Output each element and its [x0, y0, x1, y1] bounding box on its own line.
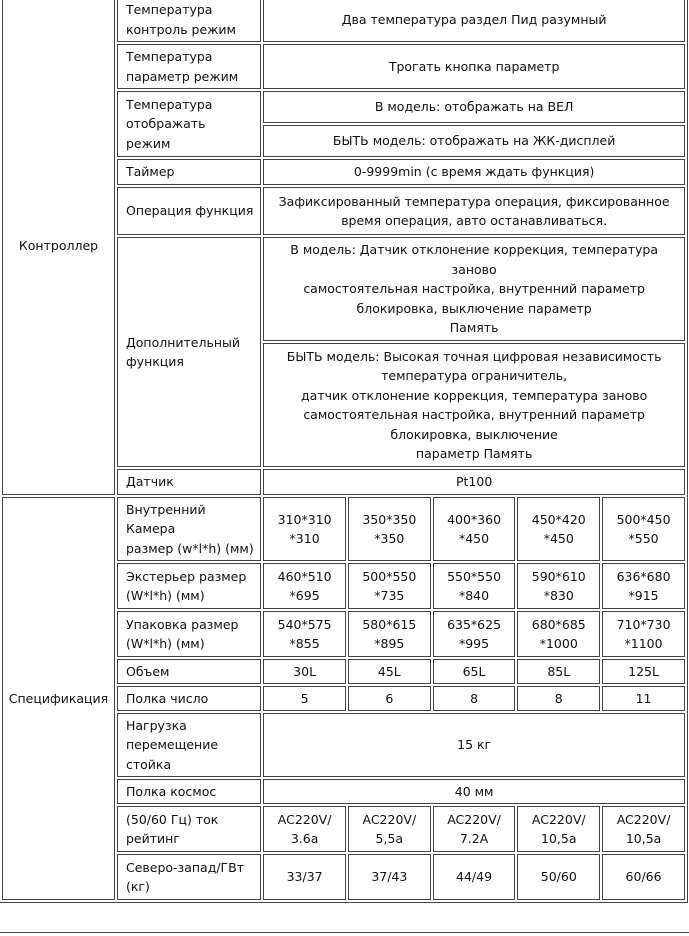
cell-shelves-3: 8	[433, 686, 516, 711]
row-label-temp-display: Температура отображать режим	[117, 91, 261, 157]
row-value-load: 15 кг	[263, 713, 685, 777]
cell-shelves-5: 11	[602, 686, 685, 711]
row-label-pack: Упаковка размер (W*l*h) (мм)	[117, 611, 261, 657]
cell-shelves-4: 8	[517, 686, 600, 711]
row-label-load: Нагрузка перемещение стойка	[117, 713, 261, 777]
row-label-shelf-space: Полка космос	[117, 779, 261, 804]
row-label-temp-control: Температура контроль режим	[117, 0, 261, 42]
cell-volume-5: 125L	[602, 659, 685, 684]
cell-pack-4: 680*685 *1000	[517, 611, 600, 657]
cell-outer-1: 460*510 *695	[263, 563, 346, 609]
section-spec: Спецификация	[2, 497, 115, 900]
cell-current-5: AC220V/ 10,5a	[602, 806, 685, 852]
row-value-temp-display-b: БЫТЬ модель: отображать на ЖК-дисплей	[263, 125, 685, 157]
row-label-operation: Операция функция	[117, 187, 261, 235]
section-controller: Контроллер	[2, 0, 115, 495]
cell-inner-1: 310*310 *310	[263, 497, 346, 561]
row-value-sensor: Pt100	[263, 469, 685, 495]
row-label-outer: Экстерьер размер (W*l*h) (мм)	[117, 563, 261, 609]
cell-weight-4: 50/60	[517, 854, 600, 900]
cell-outer-3: 550*550 *840	[433, 563, 516, 609]
cell-volume-3: 65L	[433, 659, 516, 684]
row-label-volume: Объем	[117, 659, 261, 684]
cell-weight-1: 33/37	[263, 854, 346, 900]
row-label-extra: Дополнительный функция	[117, 237, 261, 467]
cell-current-1: AC220V/ 3.6a	[263, 806, 346, 852]
row-label-shelves: Полка число	[117, 686, 261, 711]
cell-inner-2: 350*350 *350	[348, 497, 431, 561]
cell-weight-2: 37/43	[348, 854, 431, 900]
cell-inner-4: 450*420 *450	[517, 497, 600, 561]
row-value-temp-control: Два температура раздел Пид разумный	[263, 0, 685, 42]
cell-pack-2: 580*615 *895	[348, 611, 431, 657]
row-value-extra-b: БЫТЬ модель: Высокая точная цифровая независимость температура ограничитель, датчик отклонение коррекция, температура заново самостоятельная настройка, внутренний параметр блокировка, выключение параметр Память	[263, 343, 685, 467]
cell-current-2: AC220V/ 5,5a	[348, 806, 431, 852]
table-row	[2, 497, 685, 561]
cell-weight-3: 44/49	[433, 854, 516, 900]
row-label-weight: Северо-запад/ГВт (кг)	[117, 854, 261, 900]
row-label-timer: Таймер	[117, 159, 261, 185]
row-value-timer: 0-9999min (с время ждать функция)	[263, 159, 685, 185]
cell-inner-5: 500*450 *550	[602, 497, 685, 561]
cell-outer-2: 500*550 *735	[348, 563, 431, 609]
row-label-temp-param: Температура параметр режим	[117, 44, 261, 89]
table-row	[2, 0, 685, 42]
cell-pack-5: 710*730 *1100	[602, 611, 685, 657]
cell-volume-1: 30L	[263, 659, 346, 684]
row-label-sensor: Датчик	[117, 469, 261, 495]
row-value-operation: Зафиксированный температура операция, фиксированное время операция, авто останавливаться.	[263, 187, 685, 235]
cell-volume-4: 85L	[517, 659, 600, 684]
cell-outer-5: 636*680 *915	[602, 563, 685, 609]
cell-pack-3: 635*625 *995	[433, 611, 516, 657]
cell-shelves-2: 6	[348, 686, 431, 711]
row-label-current: (50/60 Гц) ток рейтинг	[117, 806, 261, 852]
cell-volume-2: 45L	[348, 659, 431, 684]
cell-weight-5: 60/66	[602, 854, 685, 900]
cell-inner-3: 400*360 *450	[433, 497, 516, 561]
cell-current-4: AC220V/ 10,5a	[517, 806, 600, 852]
row-value-extra-a: В модель: Датчик отклонение коррекция, температура заново самостоятельная настройка, внутренний параметр блокировка, выключение параметр Память	[263, 237, 685, 341]
cell-outer-4: 590*610 *830	[517, 563, 600, 609]
table-bottom-border	[0, 932, 689, 935]
cell-current-3: AC220V/ 7.2A	[433, 806, 516, 852]
row-value-shelf-space: 40 мм	[263, 779, 685, 804]
row-value-temp-param: Трогать кнопка параметр	[263, 44, 685, 89]
cell-shelves-1: 5	[263, 686, 346, 711]
cell-pack-1: 540*575 *855	[263, 611, 346, 657]
row-label-inner: Внутренний Камера размер (w*l*h) (мм)	[117, 497, 261, 561]
row-value-temp-display-a: В модель: отображать на ВЕЛ	[263, 91, 685, 123]
